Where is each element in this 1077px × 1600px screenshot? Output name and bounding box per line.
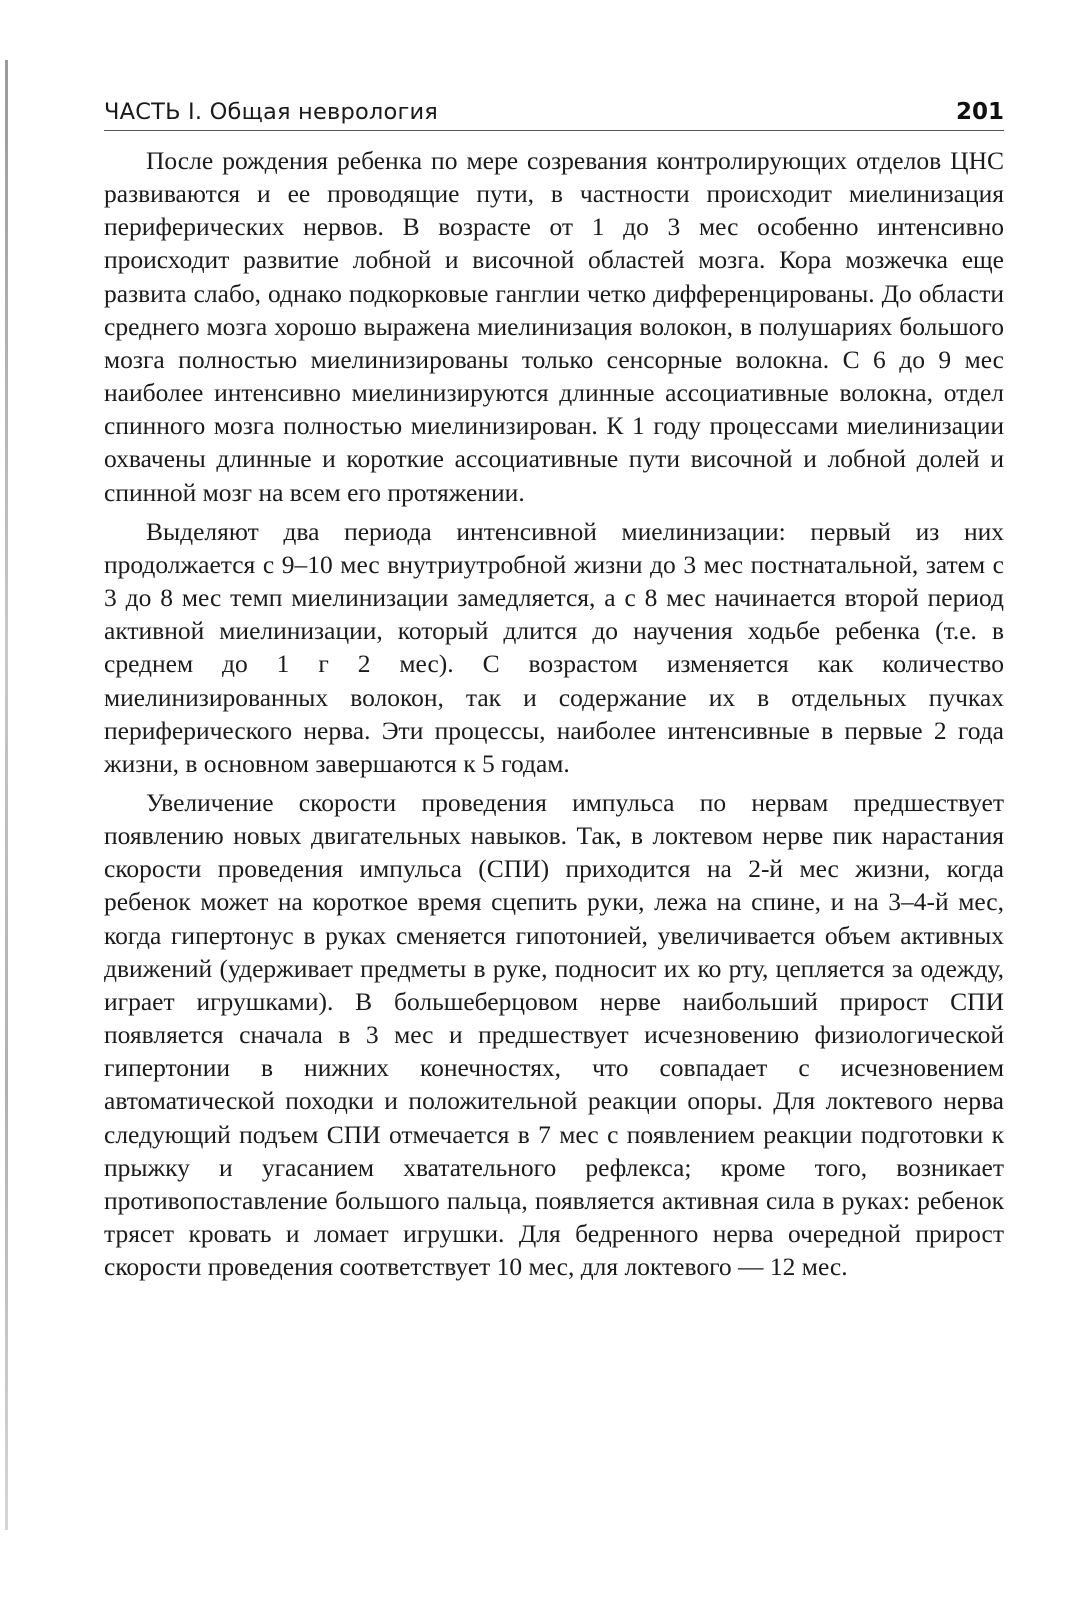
page-header: [104, 94, 1004, 130]
paragraph: Выделяют два периода интенсивной миелинизации: первый из них продолжается с 9–10 мес внутриутробной жизни до 3 мес постнатальной, затем с 3 до 8 мес темп миелинизации замедляется, а с 8 мес начинается второй период активной миелинизации, который длится до научения ходьбе ребенка (т.е. в среднем до 1 г 2 мес). С возрастом изменяется как количество миелинизированных волокон, так и содержание их в отдельных пучках периферического нерва. Эти процессы, наиболее интенсивные в первые 2 года жизни, в основном завершаются к 5 годам.: [104, 516, 1004, 778]
scan-page-edge: [5, 60, 8, 1530]
paragraph: Увеличение скорости проведения импульса по нервам предшествует появлению новых двигательных навыков. Так, в локтевом нерве пик нарастания скорости проведения импульса (СПИ) приходится на 2-й мес жизни, когда ребенок может на короткое время сцепить руки, лежа на спине, и на 3–4-й мес, когда гипертонус в руках сменяется гипотонией, увеличивается объем активных движений (удерживает предметы в руке, подносит их ко рту, цепляется за одежду, играет игрушками). В большеберцовом нерве наибольший прирост СПИ появляется сначала в 3 мес и предшествует исчезновению физиологической гипертонии в нижних конечностях, что совпадает с исчезновением автоматической походки и положительной реакции опоры. Для локтевого нерва следующий подъем СПИ отмечается в 7 мес с появлением реакции подготовки к прыжку и угасанием хватательного рефлекса; кроме того, возникает противопоставление большого пальца, появляется активная сила в руках: ребенок трясет кровать и ломает игрушки. Для бедренного нерва очередной прирост скорости проведения соответствует 10 мес, для локтевого — 12 мес.: [104, 787, 1004, 1282]
paragraph: После рождения ребенка по мере созревания контролирующих отделов ЦНС развиваются и ее проводящие пути, в частности происходит миелинизация периферических нервов. В возрасте от 1 до 3 мес особенно интенсивно происходит развитие лобной и височной областей мозга. Кора мозжечка еще развита слабо, однако подкорковые ганглии четко дифференцированы. До области среднего мозга хорошо выражена миелинизация волокон, в полушариях большого мозга полностью миелинизированы только сенсорные волокна. С 6 до 9 мес наиболее интенсивно миелинизируются длинные ассоциативные волокна, отдел спинного мозга полностью миелинизирован. К 1 году процессами миелинизации охвачены длинные и короткие ассоциативные пути височной и лобной долей и спинной мозг на всем его протяжении.: [104, 146, 1004, 507]
page-number: 201: [955, 99, 1004, 125]
body-text: [104, 144, 1004, 1289]
running-title: ЧАСТЬ I. Общая неврология: [104, 99, 439, 125]
header-rule: [104, 130, 1004, 131]
